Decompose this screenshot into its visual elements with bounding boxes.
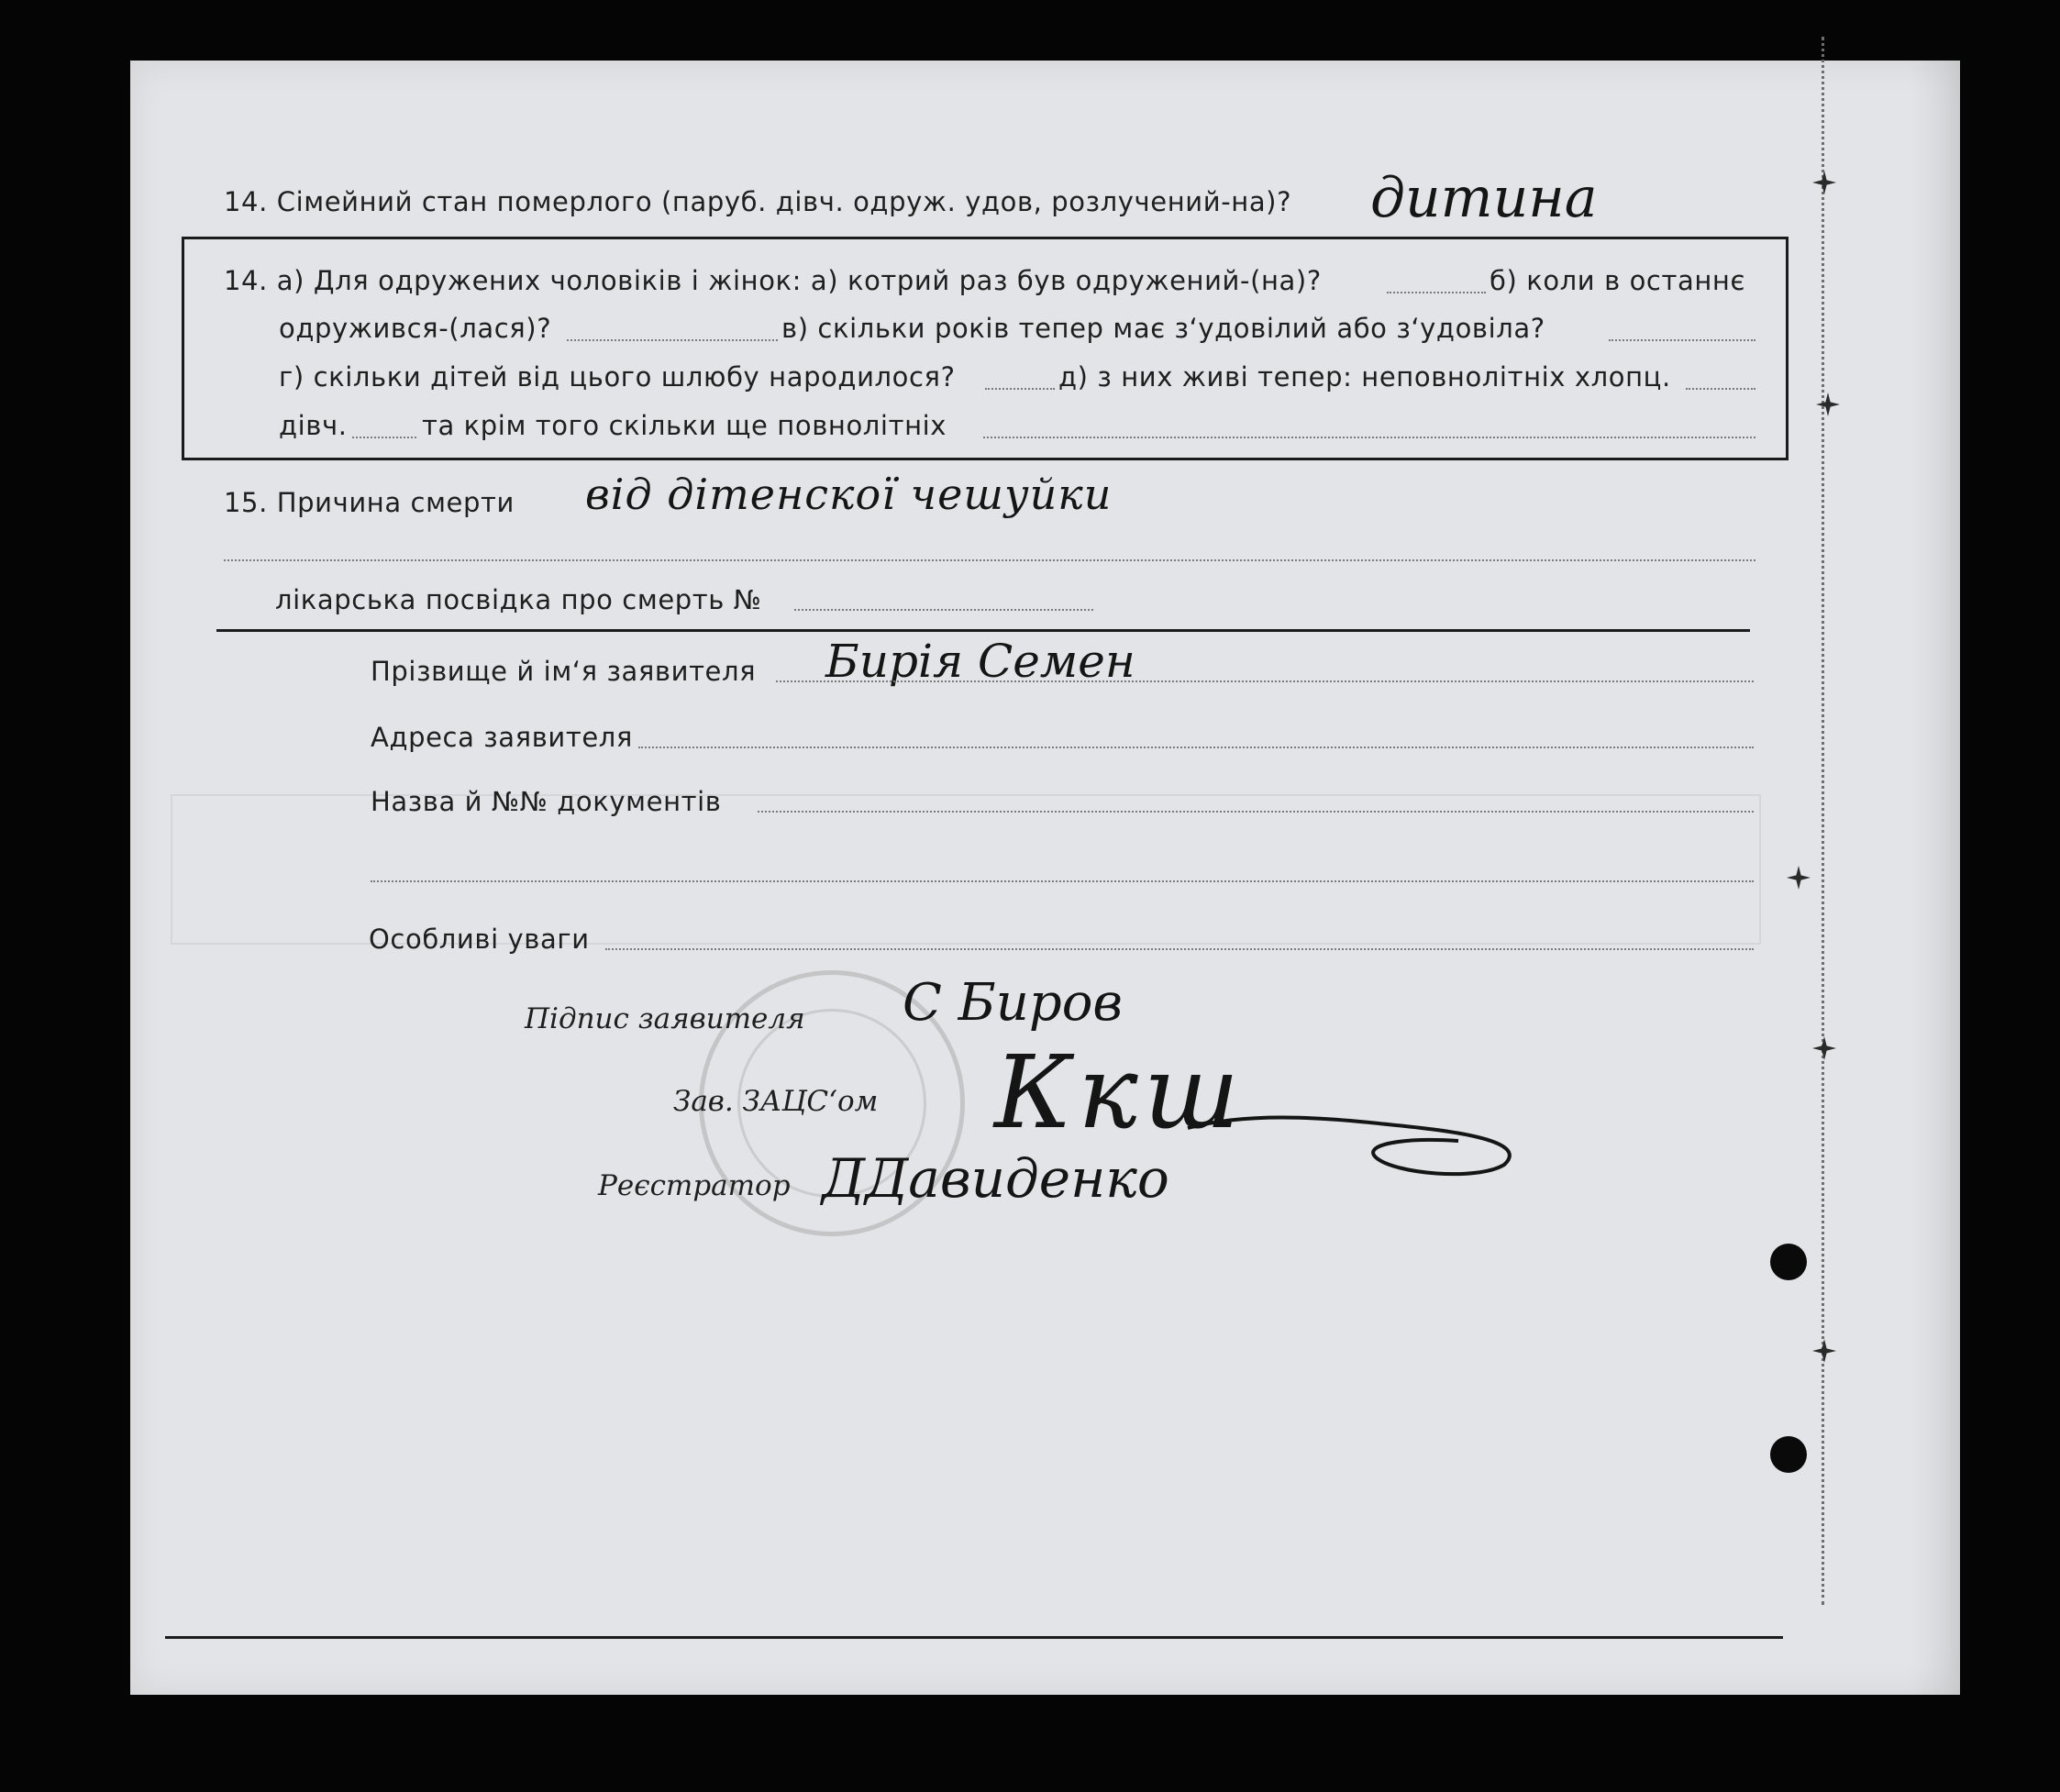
head-signature-flourish [1183, 1101, 1532, 1183]
field-14a-line2-a: одружився-(лася)? [279, 313, 552, 344]
bottom-rule [165, 1636, 1783, 1639]
field-14a-line2-b: в) скільки років тепер має з‘удовілий або з‘удовіла? [781, 313, 1545, 344]
medical-certificate-label: лікарська посвідка про смерть № [275, 584, 762, 615]
documents-line [758, 811, 1754, 813]
field-14a-line1-a: 14. а) Для одружених чоловіків і жінок: а) котрий раз був одружений-(на)? [224, 265, 1322, 296]
field-15-handwritten-value: від дітенскої чешуйки [585, 470, 1113, 519]
sheet-edge-shade [1910, 61, 1960, 1695]
applicant-signature-label: Підпис заявителя [525, 1002, 805, 1035]
field-14a-answer-line [985, 388, 1055, 390]
binding-hole [1770, 1244, 1807, 1280]
field-14-handwritten-value: дитина [1370, 166, 1598, 230]
applicant-name-handwritten: Бирія Семен [825, 635, 1135, 688]
applicant-name-line [776, 680, 1754, 682]
section-divider [216, 629, 1750, 632]
field-14a-answer-line [567, 339, 778, 341]
medical-certificate-number-line [794, 609, 1093, 611]
field-14a-line1-b: б) коли в останнє [1490, 265, 1745, 296]
field-15-label: 15. Причина смерти [224, 487, 515, 518]
registrar-signature: ДДавиденко [822, 1147, 1169, 1210]
field-15-continuation-line [224, 559, 1755, 561]
documents-label: Назва й №№ документів [371, 786, 722, 817]
applicant-address-label: Адреса заявителя [371, 722, 633, 753]
field-14a-answer-line [1686, 388, 1755, 390]
field-14a-answer-line [1387, 292, 1486, 293]
field-14a-answer-line [983, 437, 1755, 438]
applicant-signature: С Биров [903, 973, 1124, 1033]
field-14a-line3-b: д) з них живі тепер: неповнолітніх хлопц. [1058, 361, 1671, 393]
applicant-name-label: Прізвище й ім‘я заявителя [371, 656, 757, 687]
field-14a-answer-line [1609, 339, 1755, 341]
field-14a-line3-a: г) скільки дітей від цього шлюбу народилося? [279, 361, 956, 393]
registrar-signature-label: Реєстратор [598, 1169, 791, 1202]
remarks-label: Особливі уваги [369, 924, 590, 955]
head-signature: Ккш [994, 1034, 1246, 1151]
field-14a-line4-b: та крім того скільки ще повнолітніх [422, 410, 947, 441]
binding-hole [1770, 1436, 1807, 1473]
remarks-line [605, 948, 1754, 950]
field-14a-line4-a: дівч. [279, 410, 348, 441]
field-14-label: 14. Сімейний стан померлого (паруб. дівч. одруж. удов, розлучений-на)? [224, 186, 1292, 217]
documents-line-2 [371, 880, 1754, 882]
applicant-address-line [638, 747, 1754, 748]
head-signature-label: Зав. ЗАЦС‘ом [673, 1085, 879, 1118]
field-14a-answer-line [352, 437, 416, 438]
perforation-line [1822, 37, 1824, 1605]
